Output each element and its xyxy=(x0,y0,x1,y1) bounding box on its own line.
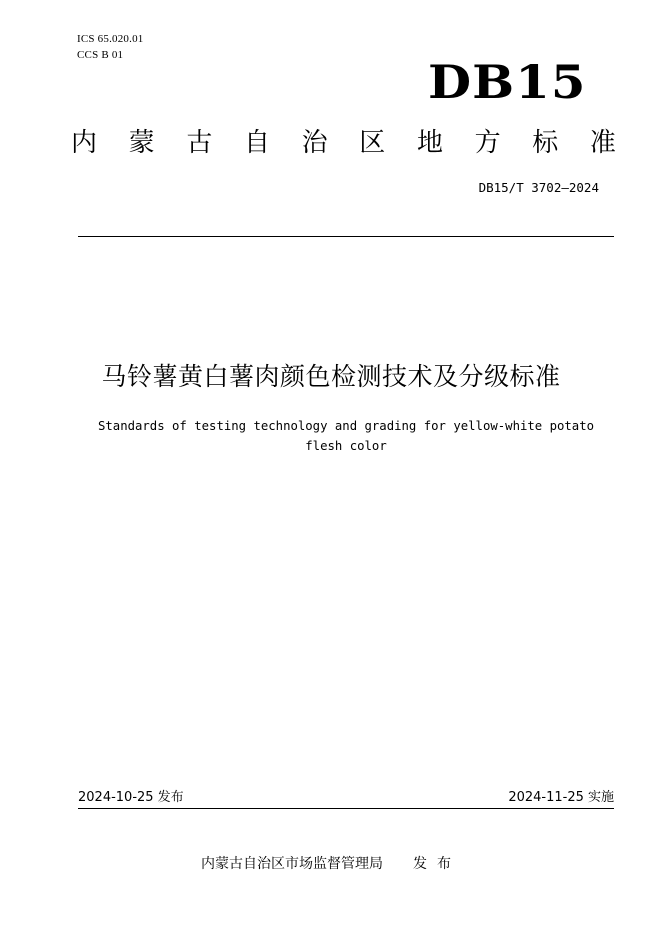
title-char: 蒙 xyxy=(128,128,155,158)
ccs-code: CCS B 01 xyxy=(77,49,124,61)
standard-category-title xyxy=(71,125,616,161)
db15-logo: DB15 xyxy=(428,55,587,109)
title-char: 古 xyxy=(186,128,213,158)
title-char: 准 xyxy=(589,128,616,158)
publish-date: 2024-10-25 发布 xyxy=(78,790,184,805)
title-char: 地 xyxy=(416,128,443,158)
title-char: 方 xyxy=(474,128,501,158)
footer-divider xyxy=(78,808,614,809)
title-char: 治 xyxy=(301,128,328,158)
classification-codes xyxy=(77,31,143,63)
issue-label: 发布 xyxy=(413,856,461,872)
implementation-date: 2024-11-25 实施 xyxy=(508,790,614,805)
title-char: 内 xyxy=(71,128,98,158)
document-title-english xyxy=(40,416,652,456)
header-divider xyxy=(78,236,614,237)
issuing-authority xyxy=(0,854,662,874)
document-title-chinese: 马铃薯黄白薯肉颜色检测技术及分级标准 xyxy=(101,362,561,391)
title-char: 自 xyxy=(243,128,270,158)
title-char: 区 xyxy=(359,128,386,158)
english-title-line: Standards of testing technology and grading for yellow-white potato xyxy=(97,419,595,433)
ics-code: ICS 65.020.01 xyxy=(77,33,144,45)
standard-number: DB15/T 3702—2024 xyxy=(478,180,599,195)
issuer-name: 内蒙古自治区市场监督管理局 xyxy=(201,856,383,872)
title-char: 标 xyxy=(532,128,559,158)
english-title-line: flesh color xyxy=(305,439,387,453)
